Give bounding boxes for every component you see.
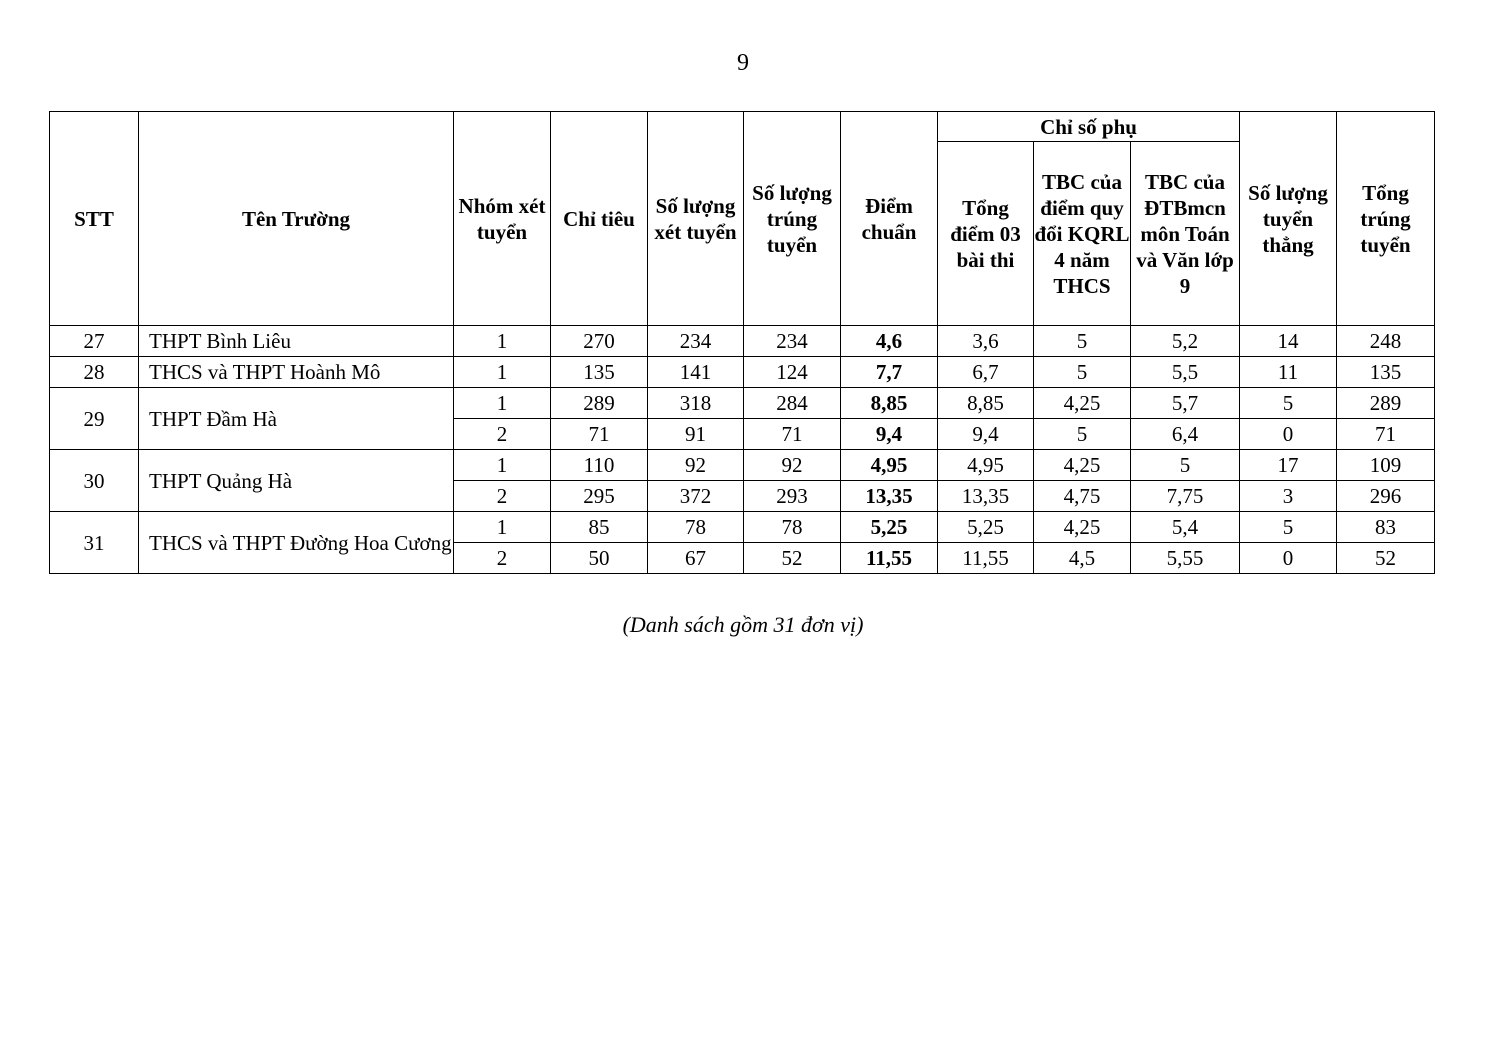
cell-benchmark: 4,6 [841, 326, 938, 357]
cell-tbc-math-literature: 5,2 [1131, 326, 1240, 357]
cell-applicants: 318 [648, 388, 744, 419]
cell-quota: 71 [551, 419, 648, 450]
cell-quota: 270 [551, 326, 648, 357]
cell-school-name: THPT Quảng Hà [139, 450, 454, 512]
cell-school-name: THCS và THPT Hoành Mô [139, 357, 454, 388]
cell-school-name: THPT Đầm Hà [139, 388, 454, 450]
cell-tbc-math-literature: 5,4 [1131, 512, 1240, 543]
cell-tbc-kqrl: 5 [1034, 419, 1131, 450]
table-header [50, 112, 1435, 326]
header-sub-index: Chỉ số phụ [938, 112, 1240, 142]
cell-direct-admit: 14 [1240, 326, 1337, 357]
cell-direct-admit: 0 [1240, 543, 1337, 574]
cell-tbc-kqrl: 5 [1034, 357, 1131, 388]
header-tbc-math-literature: TBC của ĐTBmcn môn Toán và Văn lớp 9 [1131, 142, 1240, 326]
cell-quota: 110 [551, 450, 648, 481]
cell-benchmark: 4,95 [841, 450, 938, 481]
cell-quota: 295 [551, 481, 648, 512]
cell-benchmark: 11,55 [841, 543, 938, 574]
header-quota: Chỉ tiêu [551, 112, 648, 326]
table-body [50, 326, 1435, 574]
cell-total-3-exams: 3,6 [938, 326, 1034, 357]
cell-applicants: 372 [648, 481, 744, 512]
header-group: Nhóm xét tuyển [454, 112, 551, 326]
cell-applicants: 78 [648, 512, 744, 543]
cell-admitted: 52 [744, 543, 841, 574]
cell-quota: 289 [551, 388, 648, 419]
cell-benchmark: 7,7 [841, 357, 938, 388]
cell-direct-admit: 5 [1240, 512, 1337, 543]
header-benchmark: Điểm chuẩn [841, 112, 938, 326]
cell-applicants: 234 [648, 326, 744, 357]
table-row [50, 326, 1435, 357]
cell-applicants: 141 [648, 357, 744, 388]
header-total-3-exams: Tổng điểm 03 bài thi [938, 142, 1034, 326]
cell-group: 1 [454, 450, 551, 481]
header-stt: STT [50, 112, 139, 326]
cell-tbc-kqrl: 5 [1034, 326, 1131, 357]
cell-stt: 30 [50, 450, 139, 512]
cell-group: 2 [454, 543, 551, 574]
page-number: 9 [737, 50, 749, 76]
cell-group: 1 [454, 512, 551, 543]
admission-results-table [49, 111, 1435, 574]
cell-admitted: 92 [744, 450, 841, 481]
cell-total-3-exams: 6,7 [938, 357, 1034, 388]
cell-tbc-kqrl: 4,25 [1034, 388, 1131, 419]
cell-applicants: 91 [648, 419, 744, 450]
cell-direct-admit: 17 [1240, 450, 1337, 481]
cell-total-3-exams: 11,55 [938, 543, 1034, 574]
cell-stt: 31 [50, 512, 139, 574]
cell-direct-admit: 3 [1240, 481, 1337, 512]
cell-tbc-math-literature: 5,5 [1131, 357, 1240, 388]
cell-total-admitted: 135 [1337, 357, 1435, 388]
cell-tbc-math-literature: 6,4 [1131, 419, 1240, 450]
cell-stt: 28 [50, 357, 139, 388]
cell-total-3-exams: 5,25 [938, 512, 1034, 543]
cell-quota: 50 [551, 543, 648, 574]
cell-direct-admit: 0 [1240, 419, 1337, 450]
cell-group: 1 [454, 388, 551, 419]
cell-tbc-kqrl: 4,25 [1034, 450, 1131, 481]
cell-benchmark: 13,35 [841, 481, 938, 512]
cell-stt: 29 [50, 388, 139, 450]
header-applicants: Số lượng xét tuyển [648, 112, 744, 326]
table-row [50, 450, 1435, 481]
cell-benchmark: 9,4 [841, 419, 938, 450]
header-admitted: Số lượng trúng tuyển [744, 112, 841, 326]
cell-total-3-exams: 9,4 [938, 419, 1034, 450]
cell-tbc-kqrl: 4,5 [1034, 543, 1131, 574]
cell-group: 2 [454, 481, 551, 512]
cell-admitted: 293 [744, 481, 841, 512]
cell-admitted: 124 [744, 357, 841, 388]
cell-direct-admit: 5 [1240, 388, 1337, 419]
cell-total-admitted: 109 [1337, 450, 1435, 481]
cell-total-admitted: 52 [1337, 543, 1435, 574]
table-row [50, 357, 1435, 388]
cell-admitted: 78 [744, 512, 841, 543]
cell-quota: 85 [551, 512, 648, 543]
cell-total-admitted: 71 [1337, 419, 1435, 450]
cell-tbc-kqrl: 4,75 [1034, 481, 1131, 512]
cell-total-3-exams: 13,35 [938, 481, 1034, 512]
cell-total-admitted: 289 [1337, 388, 1435, 419]
cell-benchmark: 8,85 [841, 388, 938, 419]
list-footnote: (Danh sách gồm 31 đơn vị) [622, 612, 864, 637]
cell-total-3-exams: 8,85 [938, 388, 1034, 419]
cell-tbc-math-literature: 5,55 [1131, 543, 1240, 574]
header-tbc-kqrl: TBC của điểm quy đổi KQRL 4 năm THCS [1034, 142, 1131, 326]
cell-direct-admit: 11 [1240, 357, 1337, 388]
cell-applicants: 92 [648, 450, 744, 481]
cell-school-name: THPT Bình Liêu [139, 326, 454, 357]
header-direct-admit: Số lượng tuyển thẳng [1240, 112, 1337, 326]
cell-group: 2 [454, 419, 551, 450]
cell-admitted: 284 [744, 388, 841, 419]
cell-tbc-kqrl: 4,25 [1034, 512, 1131, 543]
cell-total-admitted: 83 [1337, 512, 1435, 543]
cell-quota: 135 [551, 357, 648, 388]
header-total-admitted: Tổng trúng tuyển [1337, 112, 1435, 326]
table-row [50, 388, 1435, 419]
header-school-name: Tên Trường [139, 112, 454, 326]
cell-school-name: THCS và THPT Đường Hoa Cương [139, 512, 454, 574]
cell-total-admitted: 296 [1337, 481, 1435, 512]
cell-group: 1 [454, 357, 551, 388]
cell-total-3-exams: 4,95 [938, 450, 1034, 481]
cell-admitted: 71 [744, 419, 841, 450]
cell-group: 1 [454, 326, 551, 357]
cell-total-admitted: 248 [1337, 326, 1435, 357]
cell-admitted: 234 [744, 326, 841, 357]
table-row [50, 512, 1435, 543]
cell-tbc-math-literature: 5 [1131, 450, 1240, 481]
cell-tbc-math-literature: 5,7 [1131, 388, 1240, 419]
cell-tbc-math-literature: 7,75 [1131, 481, 1240, 512]
cell-stt: 27 [50, 326, 139, 357]
cell-applicants: 67 [648, 543, 744, 574]
cell-benchmark: 5,25 [841, 512, 938, 543]
